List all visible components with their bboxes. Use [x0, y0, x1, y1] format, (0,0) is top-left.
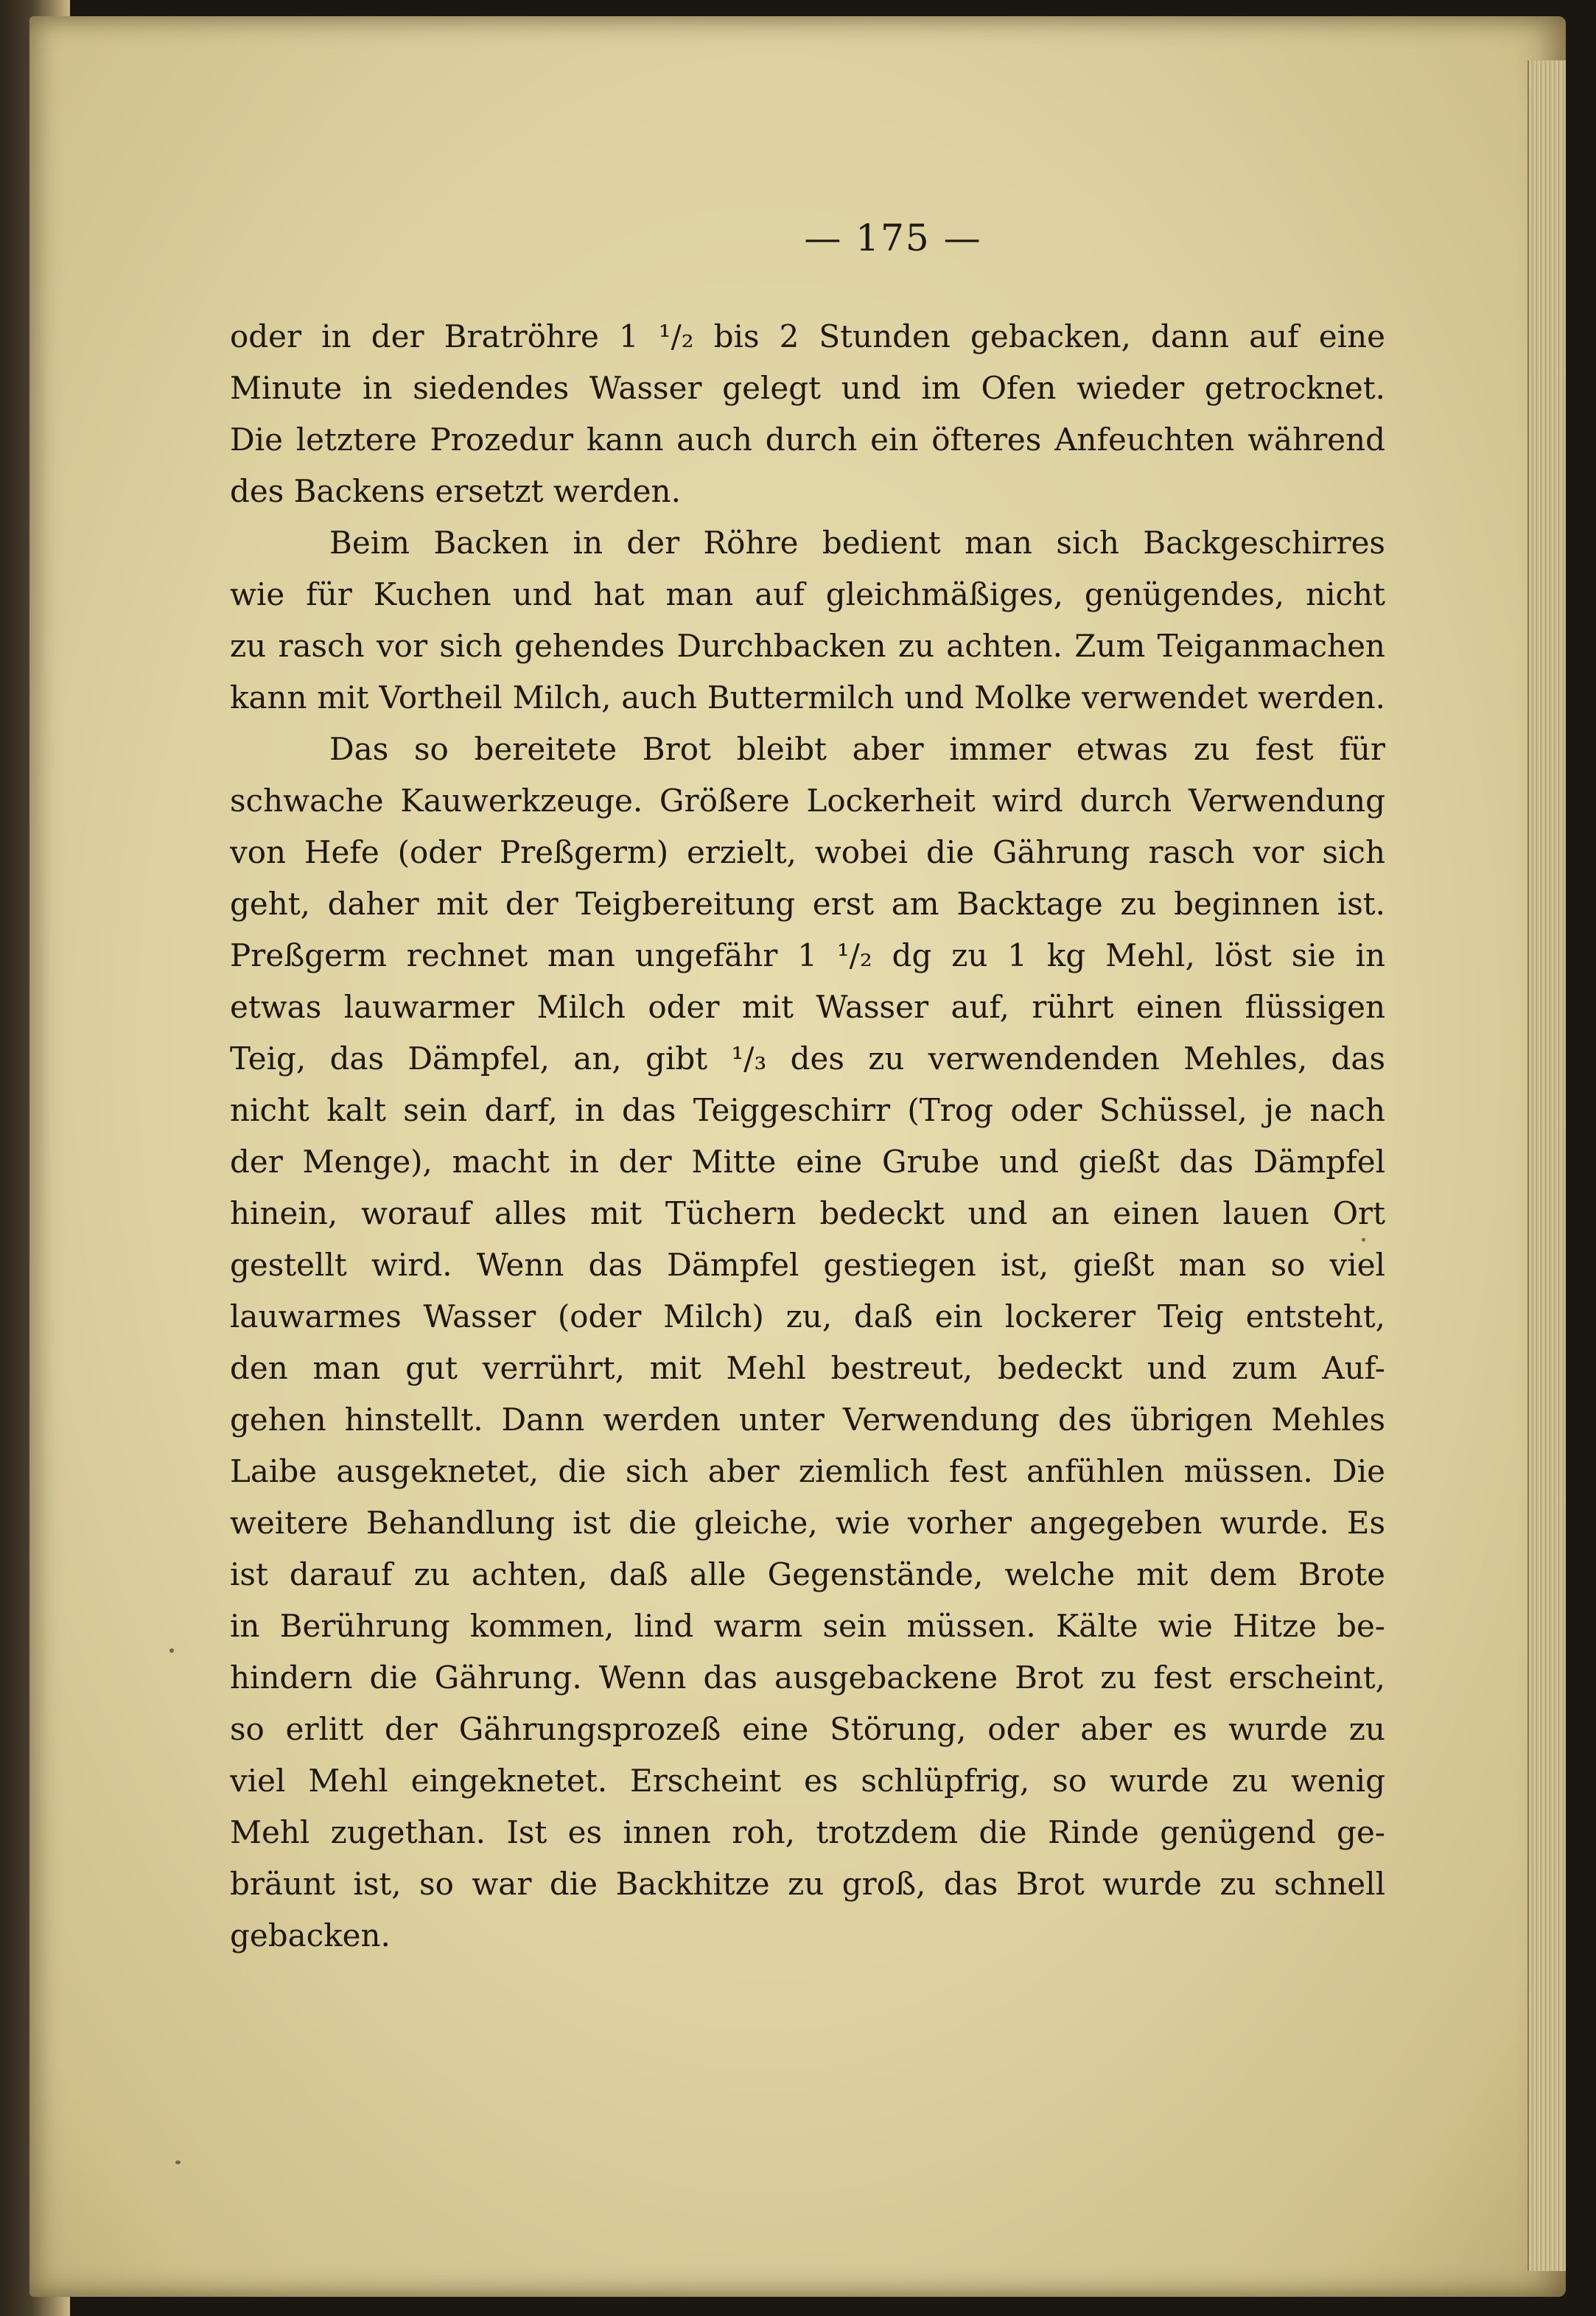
body-text: [230, 311, 1385, 1962]
page-edges: [1527, 60, 1566, 2271]
paper-speck: [1362, 1238, 1365, 1242]
text-line: zu rasch vor sich gehendes Durchbacken zu achten. Zum Teiganmachen: [230, 628, 1385, 664]
text-line: Teig, das Dämpfel, an, gibt ¹/₃ des zu verwendenden Mehles, das: [230, 1040, 1385, 1077]
page-sheet: [29, 16, 1566, 2297]
text-line: der Menge), macht in der Mitte eine Grube und gießt das Dämpfel: [230, 1144, 1385, 1180]
text-line: lauwarmes Wasser (oder Milch) zu, daß ein lockerer Teig entsteht,: [230, 1298, 1385, 1334]
text-line: viel Mehl eingeknetet. Erscheint es schlüpfrig, so wurde zu wenig: [230, 1763, 1385, 1799]
text-line: so erlitt der Gährungsprozeß eine Störung, oder aber es wurde zu: [230, 1711, 1385, 1747]
text-line: weitere Behandlung ist die gleiche, wie vorher angegeben wurde. Es: [230, 1505, 1385, 1541]
text-line: Das so bereitete Brot bleibt aber immer etwas zu fest für: [329, 731, 1385, 767]
text-line: wie für Kuchen und hat man auf gleichmäßiges, genügendes, nicht: [230, 576, 1385, 612]
text-line: Die letztere Prozedur kann auch durch ein öfteres Anfeuchten während: [230, 421, 1385, 458]
text-line: gestellt wird. Wenn das Dämpfel gestiegen ist, gießt man so viel: [230, 1247, 1385, 1283]
text-line: in Berührung kommen, lind warm sein müssen. Kälte wie Hitze be-: [230, 1608, 1385, 1644]
text-line: etwas lauwarmer Milch oder mit Wasser auf, rührt einen flüssigen: [230, 989, 1385, 1025]
text-line: Minute in siedendes Wasser gelegt und im Ofen wieder getrocknet.: [230, 370, 1385, 406]
text-line: Mehl zugethan. Ist es innen roh, trotzdem die Rinde genügend ge-: [230, 1814, 1385, 1850]
text-line: von Hefe (oder Preßgerm) erzielt, wobei die Gährung rasch vor sich: [230, 834, 1385, 870]
text-line: kann mit Vortheil Milch, auch Buttermilch und Molke verwendet werden.: [230, 679, 1385, 716]
text-line: oder in der Bratröhre 1 ¹/₂ bis 2 Stunden gebacken, dann auf eine: [230, 318, 1385, 354]
text-line: schwache Kauwerkzeuge. Größere Lockerheit wird durch Verwendung: [230, 783, 1385, 819]
text-line: ist darauf zu achten, daß alle Gegenstände, welche mit dem Brote: [230, 1556, 1385, 1592]
text-line: gehen hinstellt. Dann werden unter Verwendung des übrigen Mehles: [230, 1402, 1385, 1438]
paper-speck: [169, 1648, 174, 1653]
text-line: Laibe ausgeknetet, die sich aber ziemlich fest anfühlen müssen. Die: [230, 1453, 1385, 1489]
text-line: Beim Backen in der Röhre bedient man sich Backgeschirres: [329, 525, 1385, 561]
text-line: Preßgerm rechnet man ungefähr 1 ¹/₂ dg zu 1 kg Mehl, löst sie in: [230, 937, 1385, 973]
text-line: des Backens ersetzt werden.: [230, 473, 681, 509]
paper-speck: [175, 2161, 181, 2164]
text-line: gebacken.: [230, 1917, 391, 1953]
text-line: den man gut verrührt, mit Mehl bestreut, bedeckt und zum Auf-: [230, 1350, 1385, 1386]
text-line: bräunt ist, so war die Backhitze zu groß, das Brot wurde zu schnell: [230, 1866, 1385, 1902]
page-number: — 175 —: [804, 217, 982, 259]
text-line: hinein, worauf alles mit Tüchern bedeckt und an einen lauen Ort: [230, 1195, 1385, 1231]
text-line: hindern die Gährung. Wenn das ausgebackene Brot zu fest erscheint,: [230, 1659, 1385, 1696]
text-line: nicht kalt sein darf, in das Teiggeschirr (Trog oder Schüssel, je nach: [230, 1092, 1385, 1128]
text-line: geht, daher mit der Teigbereitung erst am Backtage zu beginnen ist.: [230, 886, 1385, 922]
